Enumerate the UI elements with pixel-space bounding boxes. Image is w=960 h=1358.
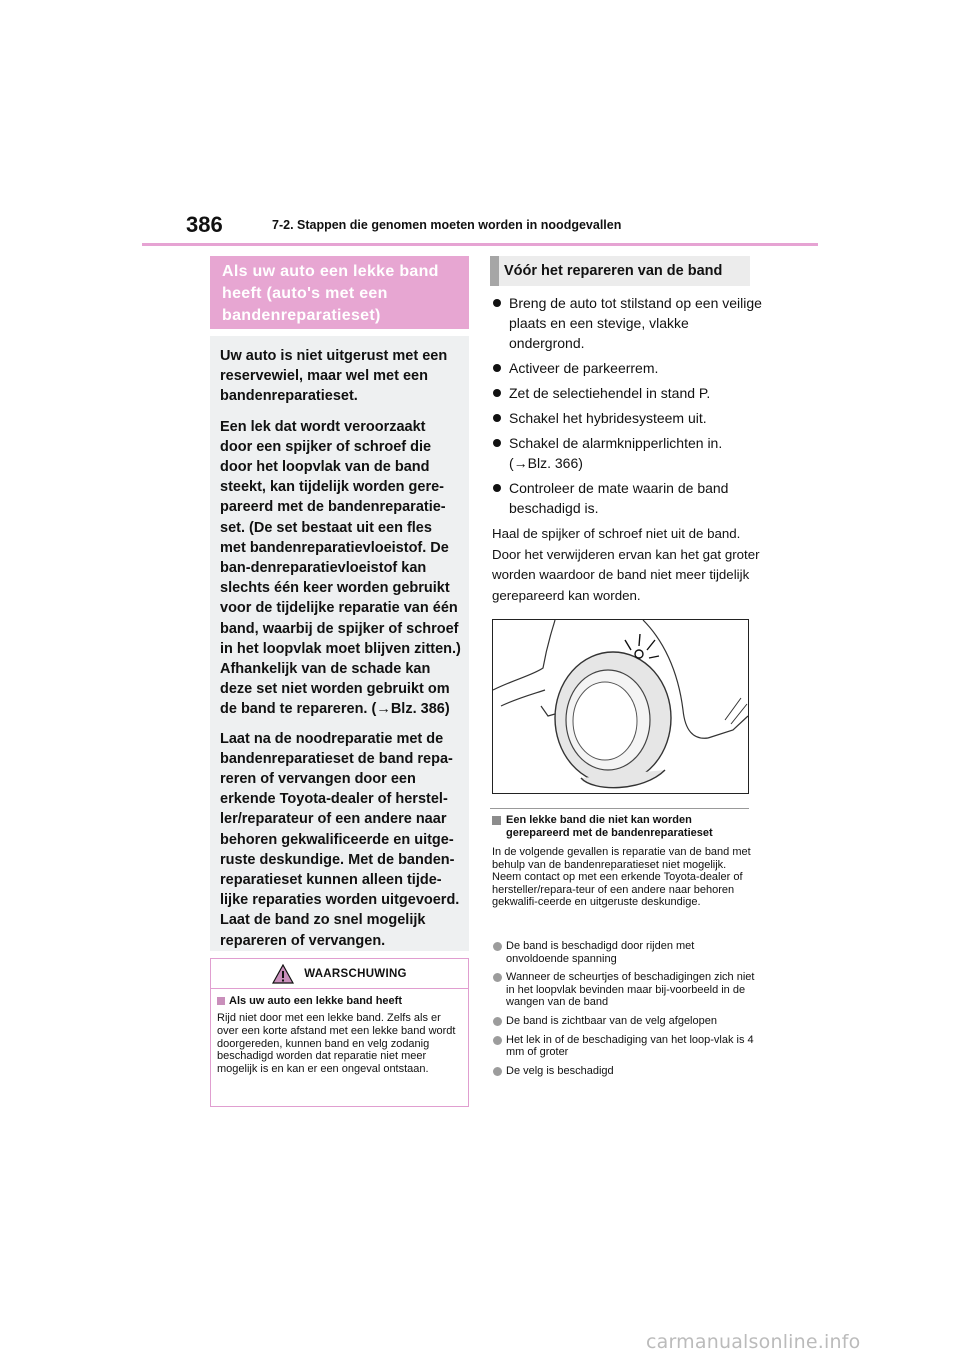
square-bullet-icon: [492, 816, 501, 825]
tire-drawing: [493, 620, 748, 793]
note-text: Haal de spijker of schroef niet uit de band. Door het verwijderen ervan kan het gat groter worden waardoor de band niet meer tijdelijk gerepareerd kan worden.: [492, 526, 760, 603]
warning-body: [211, 989, 468, 1076]
list-item: Controleer de mate waarin de band beschadigd is.: [492, 478, 762, 518]
list-item: Activeer de parkeerrem.: [492, 358, 762, 378]
warning-triangle-icon: [272, 964, 294, 984]
square-bullet-icon: [217, 997, 225, 1005]
info-paragraph: Een lek dat wordt veroorzaakt door een spijker of schroef die door het loopvlak van de band steekt, kan tijdelijk worden gere-pareerd met de bandenreparatie-set. (De set bestaat uit een fles met bandenreparatievloeistof. De ban-denreparatievloeistof kan slechts één keer worden gebruikt voor de tijdelijke reparatie van één band, waarbij de spijker of schroef in het loopvlak moet blijven zitten.) Afhankelijk van de schade kan deze set niet worden gebruikt om de band te repareren. (→Blz. 386): [220, 418, 461, 718]
warning-box: [210, 958, 469, 1107]
info-box: [210, 336, 469, 951]
section-title-box: [210, 256, 469, 329]
list-item: De band is zichtbaar van de velg afgelopen: [492, 1015, 757, 1028]
warning-label: WAARSCHUWING: [304, 967, 407, 980]
right-section-title-box: [490, 256, 750, 286]
list-item: De velg is beschadigd: [492, 1065, 757, 1078]
page-number: 386: [186, 212, 223, 237]
list-item: Het lek in of de beschadiging van het loop-vlak is 4 mm of groter: [492, 1034, 757, 1059]
list-item: Breng de auto tot stilstand op een veilige plaats en een stevige, vlakke ondergrond.: [492, 293, 762, 353]
right-section-title: Vóór het repareren van de band: [504, 263, 723, 279]
warning-subtitle: Als uw auto een lekke band heeft: [229, 995, 402, 1007]
watermark: carmanualsonline.info: [646, 1331, 861, 1353]
info-paragraph: Uw auto is niet uitgerust met een reservewiel, maar wel met een bandenreparatieset.: [220, 348, 448, 405]
subsection-title: [492, 814, 757, 839]
info-paragraph: Laat na de noodreparatie met de bandenreparatieset de band repa-reren of vervangen door een erkende Toyota-dealer of herstel-ler/reparateur of een andere naar behoren gekwalificeerde en uitge-ruste deskundige. Met de banden-reparatieset kunnen alleen tijde-lijke reparaties worden uitgevoerd. Laat de band zo snel mogelijk repareren of vervangen.: [220, 730, 460, 949]
unrepairable-cases-list: [492, 940, 757, 1083]
preparation-list: [492, 293, 762, 523]
warning-header: [211, 959, 468, 989]
list-item: Wanneer de scheurtjes of beschadigingen zich niet in het loopvlak bevinden maar bij-voorbeeld in de wangen van de band: [492, 971, 757, 1009]
list-item: Schakel de alarmknipperlichten in. (→Blz. 366): [492, 433, 762, 473]
warning-text: Rijd niet door met een lekke band. Zelfs als er over een korte afstand met een lekke band wordt doorgereden, kunnen band en velg zodanig beschadigd worden dat reparatie niet meer mogelijk is en kan er een ongeval ontstaan.: [217, 1012, 456, 1076]
list-item: De band is beschadigd door rijden met onvoldoende spanning: [492, 940, 757, 965]
subsection-intro: In de volgende gevallen is reparatie van de band met behulp van de bandenreparatieset niet mogelijk. Neem contact op met een erkende Toyota-dealer of hersteller/repara-teur of een andere naar behoren gekwalifi-ceerde en uitgeruste deskundige.: [492, 846, 751, 909]
list-item: Zet de selectiehendel in stand P.: [492, 383, 762, 403]
chapter-title: 7-2. Stappen die genomen moeten worden in noodgevallen: [272, 218, 622, 232]
warning-subtitle-row: [217, 994, 462, 1008]
subsection-divider: [490, 808, 749, 809]
flat-tire-illustration: [492, 619, 749, 794]
list-item: Schakel het hybridesysteem uit.: [492, 408, 762, 428]
subsection-title-text: Een lekke band die niet kan worden gerepareerd met de bandenreparatieset: [506, 814, 713, 839]
section-title: Als uw auto een lekke band heeft (auto's met een bandenreparatieset): [222, 263, 439, 324]
header-divider: [142, 243, 818, 246]
